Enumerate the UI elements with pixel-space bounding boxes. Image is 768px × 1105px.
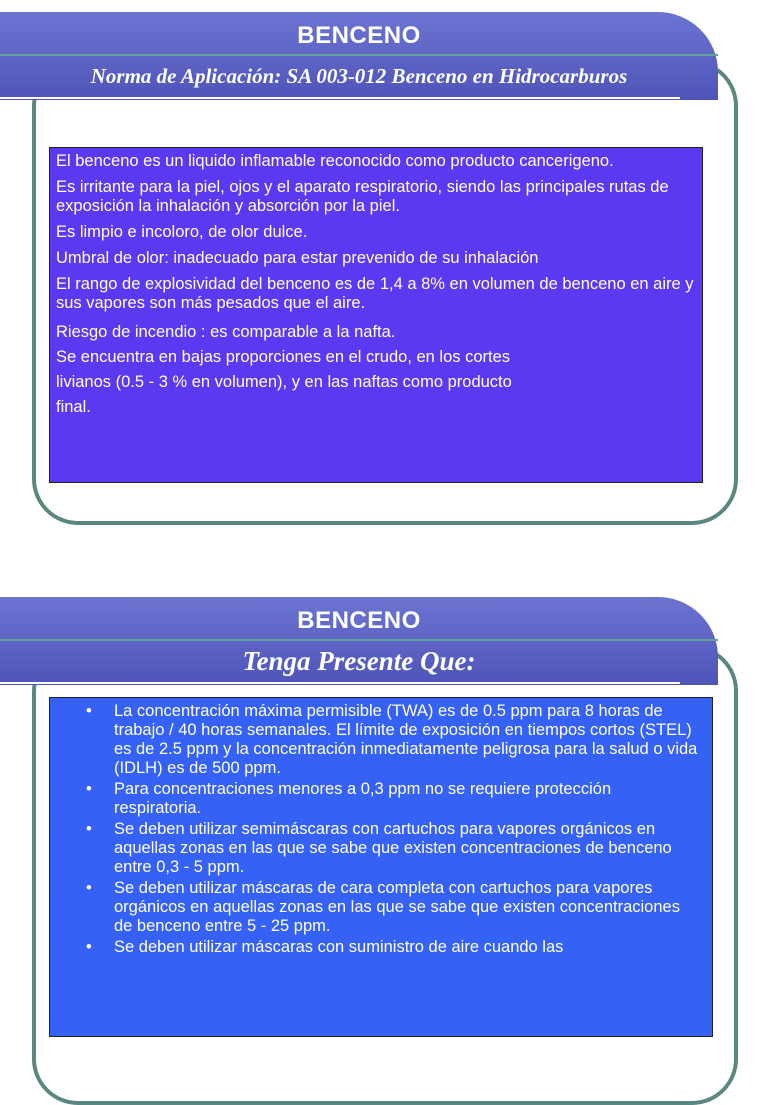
info-paragraph: final. bbox=[56, 398, 91, 416]
bullet-item bbox=[76, 702, 702, 778]
slide-benceno-tenga-presente bbox=[0, 585, 768, 1024]
bullet-item bbox=[76, 938, 702, 957]
title-banner bbox=[0, 597, 718, 685]
info-paragraph: Riesgo de incendio : es comparable a la nafta. bbox=[56, 323, 396, 341]
bullet-text: Para concentraciones menores a 0,3 ppm no se requiere protección respiratoria. bbox=[114, 780, 612, 817]
banner-underline bbox=[0, 97, 680, 99]
bullet-item bbox=[76, 820, 702, 877]
info-paragraph: El rango de explosividad del benceno es de 1,4 a 8% en volumen de benceno en aire y sus vapores son más pesados que el aire. bbox=[56, 275, 694, 312]
bullet-text: Se deben utilizar máscaras de cara completa con cartuchos para vapores orgánicos en aquellas zonas en las que se sabe que existen concentraciones de benceno entre 5 - 25 ppm. bbox=[114, 879, 680, 935]
bullet-text: La concentración máxima permisible (TWA) es de 0.5 ppm para 8 horas de trabajo / 40 horas semanales. El límite de exposición en tiempos cortos (STEL) es de 2.5 ppm y la concentración inmediatamente peligrosa para la salud o vida (IDLH) es de 500 ppm. bbox=[114, 702, 698, 777]
banner-underline bbox=[0, 682, 680, 684]
slide-subtitle: Norma de Aplicación: SA 003-012 Benceno en Hidrocarburos bbox=[90, 64, 628, 88]
bullet-icon: • bbox=[86, 702, 92, 720]
info-paragraph: Es irritante para la piel, ojos y el aparato respiratorio, siendo las principales rutas de exposición la inhalación y absorción por la piel. bbox=[56, 178, 669, 215]
bullet-icon: • bbox=[86, 780, 92, 798]
banner-divider bbox=[0, 54, 718, 56]
bullet-list bbox=[76, 702, 702, 957]
bullet-item bbox=[76, 879, 702, 936]
bullet-text: Se deben utilizar semimáscaras con cartuchos para vapores orgánicos en aquellas zonas en las que se sabe que existen concentraciones de benceno entre 0,3 - 5 ppm. bbox=[114, 820, 672, 876]
banner-divider bbox=[0, 639, 718, 641]
slide-title: BENCENO bbox=[297, 22, 421, 49]
bullet-icon: • bbox=[86, 879, 92, 897]
info-paragraph: Es limpio e incoloro, de olor dulce. bbox=[56, 223, 308, 241]
title-banner bbox=[0, 12, 718, 100]
info-box bbox=[49, 147, 703, 483]
info-paragraph: Umbral de olor: inadecuado para estar prevenido de su inhalación bbox=[56, 249, 539, 267]
slide-subtitle: Tenga Presente Que: bbox=[242, 646, 476, 676]
slide-benceno-norma bbox=[0, 0, 768, 540]
info-paragraph: Se encuentra en bajas proporciones en el crudo, en los cortes bbox=[56, 348, 511, 366]
bullet-icon: • bbox=[86, 820, 92, 838]
info-paragraph: livianos (0.5 - 3 % en volumen), y en las naftas como producto bbox=[56, 373, 512, 391]
bullet-item bbox=[76, 780, 702, 818]
info-paragraph: El benceno es un liquido inflamable reconocido como producto cancerigeno. bbox=[56, 152, 614, 170]
bullet-text: Se deben utilizar máscaras con suministro de aire cuando las bbox=[114, 938, 564, 956]
slide-title: BENCENO bbox=[297, 607, 421, 634]
bullet-icon: • bbox=[86, 938, 92, 956]
bullet-box bbox=[49, 697, 713, 1037]
